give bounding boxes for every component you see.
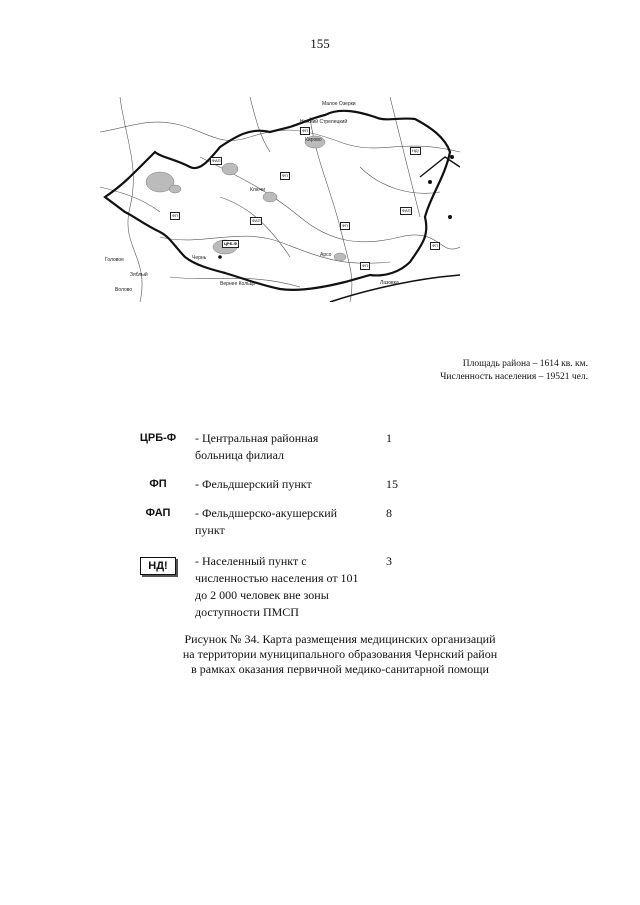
map-fp-marker: ФП bbox=[432, 243, 438, 248]
legend-row bbox=[128, 553, 428, 621]
legend-row bbox=[128, 430, 428, 464]
map-fp-marker: ФП bbox=[362, 263, 368, 268]
map-legend bbox=[128, 430, 428, 631]
legend-description: - Фельдшерско-акушерский пункт bbox=[195, 506, 338, 537]
map-label: Ключи bbox=[250, 187, 265, 193]
map-label: Зяблый bbox=[130, 272, 148, 278]
map-label: Чернь bbox=[192, 255, 207, 261]
caption-line: в рамках оказания первичной медико-санитарной помощи bbox=[191, 662, 489, 676]
district-population: Численность населения – 19521 чел. bbox=[440, 372, 588, 382]
district-map bbox=[100, 97, 460, 302]
legend-code: ФАП bbox=[145, 507, 171, 519]
map-crb-marker: ЦРБ-Ф bbox=[224, 241, 238, 246]
figure-caption bbox=[0, 632, 640, 677]
legend-code: ЦРБ-Ф bbox=[139, 432, 177, 444]
map-label: Головое bbox=[105, 257, 124, 263]
district-area: Площадь района – 1614 кв. км. bbox=[462, 359, 588, 369]
map-fap-marker: ФАП bbox=[212, 158, 221, 163]
legend-description: - Населенный пункт с численностью населения от 101 до 2 000 человек вне зоны доступности ПМСП bbox=[195, 554, 359, 619]
caption-line: на территории муниципального образования Чернский район bbox=[182, 647, 498, 661]
map-fap-marker: ФАП bbox=[252, 218, 261, 223]
legend-count: 3 bbox=[386, 554, 392, 568]
settlements bbox=[146, 136, 346, 261]
legend-description: - Центральная районная больница филиал bbox=[195, 431, 319, 462]
pin-markers bbox=[218, 155, 454, 259]
map-fp-marker: ФП bbox=[172, 213, 178, 218]
map-fp-marker: ФП bbox=[282, 173, 288, 178]
district-stats bbox=[440, 358, 588, 384]
map-fp-marker: ФП bbox=[342, 223, 348, 228]
map-label: Кирово bbox=[305, 137, 322, 143]
legend-code: НД! bbox=[140, 557, 176, 575]
legend-description: - Фельдшерский пункт bbox=[195, 477, 312, 491]
caption-line: Рисунок № 34. Карта размещения медицинских организаций bbox=[184, 632, 496, 646]
map-nd-marker: НД! bbox=[412, 148, 419, 153]
map-roads bbox=[100, 97, 460, 302]
legend-row bbox=[128, 505, 428, 539]
map-label: Волово bbox=[115, 287, 133, 293]
map-fp-marker: ФП bbox=[302, 128, 308, 133]
map-label: Вернее Кольцо bbox=[220, 281, 256, 287]
map-label: Лазовка bbox=[380, 280, 399, 286]
map-drawing bbox=[100, 97, 460, 302]
map-fap-marker: ФАП bbox=[402, 208, 411, 213]
map-label: Арсо bbox=[320, 252, 332, 258]
map-label: Нижний Стрелецкий bbox=[300, 119, 348, 125]
legend-count: 15 bbox=[386, 477, 398, 491]
legend-row bbox=[128, 476, 428, 493]
legend-code: ФП bbox=[149, 478, 167, 490]
legend-count: 8 bbox=[386, 506, 392, 520]
legend-count: 1 bbox=[386, 431, 392, 445]
page-number: 155 bbox=[310, 36, 330, 51]
map-label: Малое Озерки bbox=[322, 101, 356, 107]
